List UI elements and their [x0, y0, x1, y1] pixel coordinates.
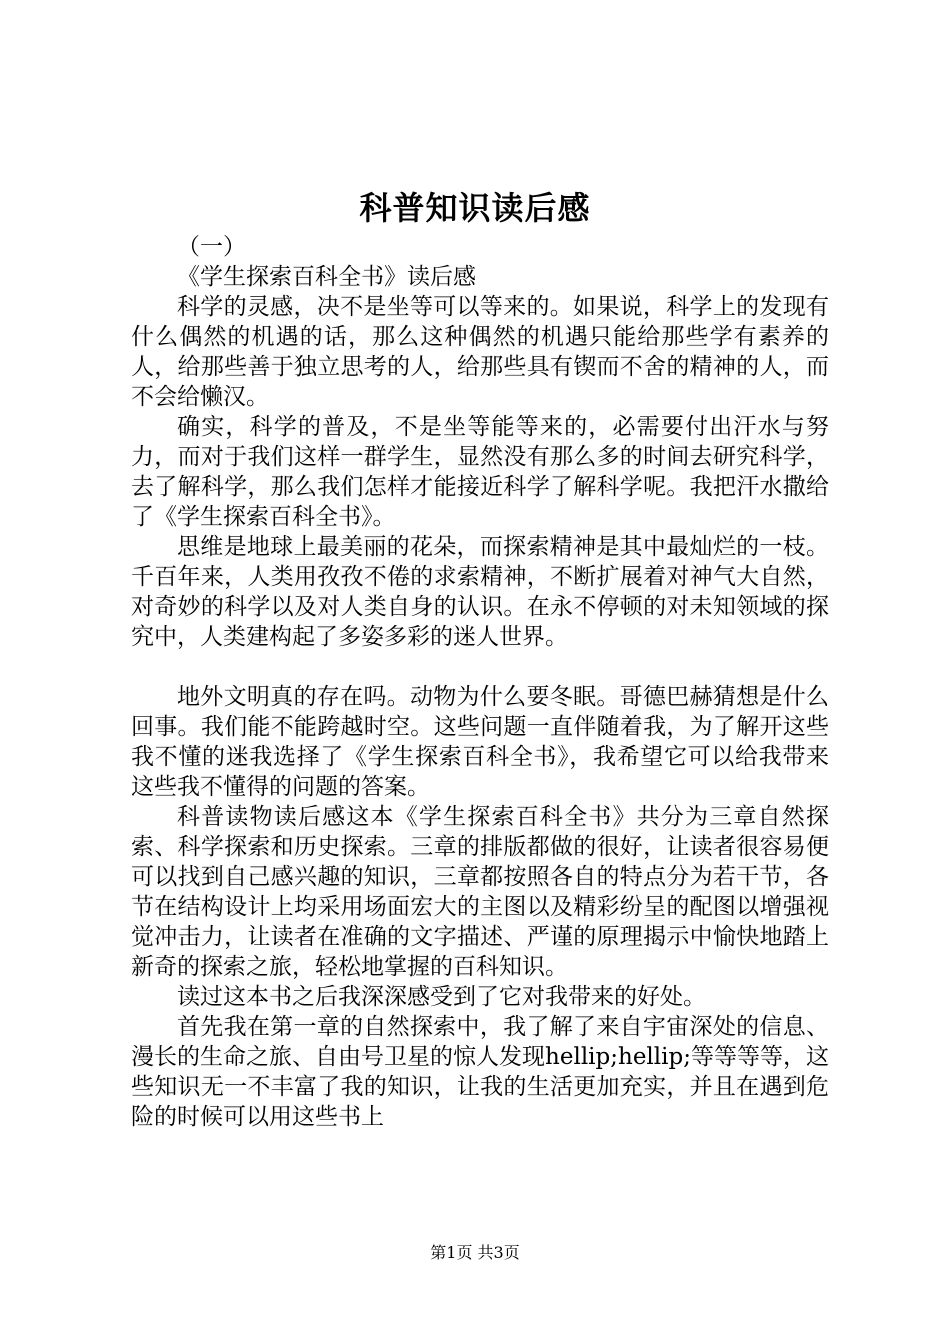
document-subtitle: 《学生探索百科全书》读后感 [177, 264, 476, 290]
page-footer: 第1页 共3页 [430, 1243, 520, 1262]
paragraph: 思维是地球上最美丽的花朵，而探索精神是其中最灿烂的一枝。千百年来，人类用孜孜不倦的求索精神，不断扩展着对神气大自然，对奇妙的科学以及对人类自身的认识。在永不停顿的对未知领域的探究中，人类建构起了多姿多彩的迷人世界。 [131, 534, 829, 650]
section-marker: （一） [177, 234, 246, 260]
document-body [131, 232, 829, 1132]
document-title: 科普知识读后感 [359, 189, 591, 227]
paragraph: 科普读物读后感这本《学生探索百科全书》共分为三章自然探索、科学探索和历史探索。三章的排版都做的很好，让读者很容易便可以找到自己感兴趣的知识，三章都按照各自的特点分为若干节，各节在结构设计上均采用场面宏大的主图以及精彩纷呈的配图以增强视觉冲击力，让读者在准确的文字描述、严谨的原理揭示中愉快地踏上新奇的探索之旅，轻松地掌握的百科知识。 [131, 804, 829, 980]
paragraph: 首先我在第一章的自然探索中，我了解了来自宇宙深处的信息、漫长的生命之旅、自由号卫星的惊人发现hellip;hellip;等等等等，这些知识无一不丰富了我的知识，让我的生活更加充实，并且在遇到危险的时候可以用这些书上 [131, 1014, 829, 1130]
paragraph: 科学的灵感，决不是坐等可以等来的。如果说，科学上的发现有什么偶然的机遇的话，那么这种偶然的机遇只能给那些学有素养的人，给那些善于独立思考的人，给那些具有锲而不舍的精神的人，而不会给懒汉。 [131, 294, 829, 410]
paragraph: 地外文明真的存在吗。动物为什么要冬眠。哥德巴赫猜想是什么回事。我们能不能跨越时空。这些问题一直伴随着我，为了解开这些我不懂的迷我选择了《学生探索百科全书》，我希望它可以给我带来这些我不懂得的问题的答案。 [131, 684, 829, 800]
paragraph: 读过这本书之后我深深感受到了它对我带来的好处。 [177, 984, 706, 1010]
paragraph: 确实，科学的普及，不是坐等能等来的，必需要付出汗水与努力，而对于我们这样一群学生，显然没有那么多的时间去研究科学，去了解科学，那么我们怎样才能接近科学了解科学呢。我把汗水撒给了《学生探索百科全书》。 [131, 414, 829, 530]
